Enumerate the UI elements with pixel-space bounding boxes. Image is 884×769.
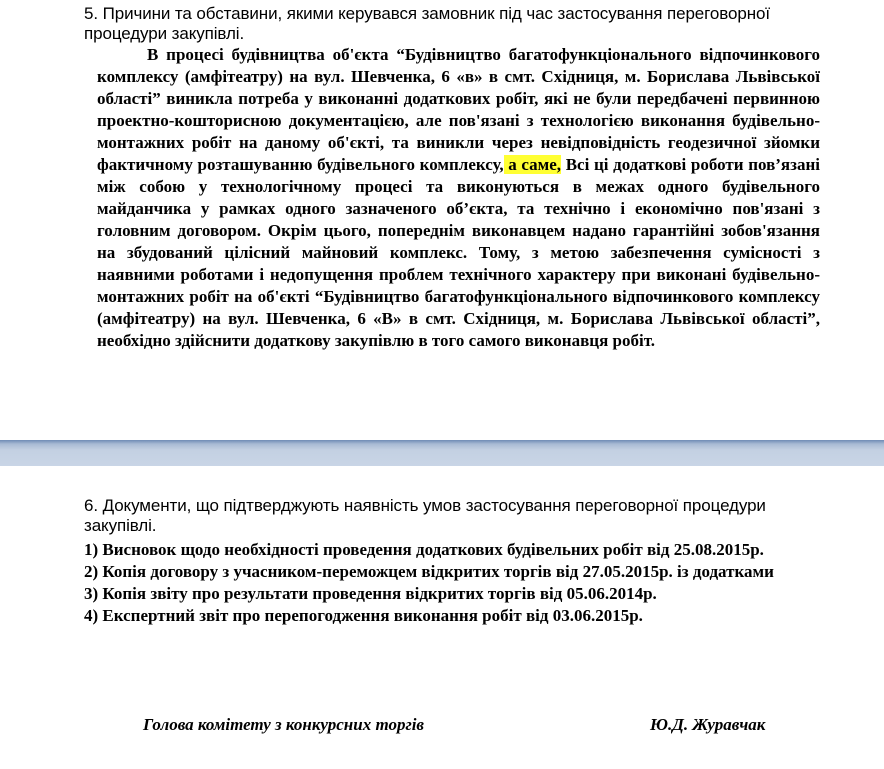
section-5-paragraph — [97, 44, 820, 352]
highlighted-text: а саме, — [503, 155, 562, 174]
paragraph-text-after: Всі ці додаткові роботи пов’язані між собою у технологічному процесі та виконуються в межах одного будівельного майданчика у рамках одного зазначеного об’єкта, та технічно і економічно пов'язані з головним договором. Окрім цього, попереднім виконавцем надано гарантійні зобов'язання на збудований цілісний майновий комплекс. Тому, з метою забезпечення сумісності з наявними роботами і недопущення проблем технічного характеру при виконані будівельно-монтажних робіт на об'єкті “Будівництво багатофункціонального відпочинкового комплексу (амфітеатру) на вул. Шевченка, 6 «В» в смт. Східниця, м. Борислава Львівської області”, необхідно здійснити додаткову закупівлю в того самого виконавця робіт. — [97, 155, 820, 350]
documents-list — [84, 539, 828, 627]
paragraph-text-before: В процесі будівництва об'єкта “Будівництво багатофункціонального відпочинкового комплексу (амфітеатру) на вул. Шевченка, 6 «в» в смт. Східниця, м. Борислава Львівської області” виникла потреба у виконанні додаткових робіт, які не були передбачені первинною проектно-кошторисною документацією, але пов'язані з технологією виконання будівельно-монтажних робіт на даному об'єкті, та виникли через невідповідність геодезичної зйомки фактичному розташуванню будівельного комплексу, — [97, 45, 820, 174]
section-6-heading: 6. Документи, що підтверджують наявність умов застосування переговорної процедури закупівлі. — [84, 496, 766, 535]
list-item: 2) Копія договору з учасником-переможцем відкритих торгів від 27.05.2015р. із додатками — [84, 562, 774, 581]
page-separator — [0, 440, 884, 466]
signature-title: Голова комітету з конкурсних торгів — [143, 715, 425, 734]
signature-name: Ю.Д. Журавчак — [650, 715, 766, 734]
list-item: 1) Висновок щодо необхідності проведення додаткових будівельних робіт від 25.08.2015р. — [84, 540, 764, 559]
section-5-heading: 5. Причини та обставини, якими керувався замовник під час застосування переговорної процедури закупівлі. — [84, 4, 770, 43]
list-item: 4) Експертний звіт про перепогодження виконання робіт від 03.06.2015р. — [84, 606, 643, 625]
list-item: 3) Копія звіту про результати проведення відкритих торгів від 05.06.2014р. — [84, 584, 657, 603]
